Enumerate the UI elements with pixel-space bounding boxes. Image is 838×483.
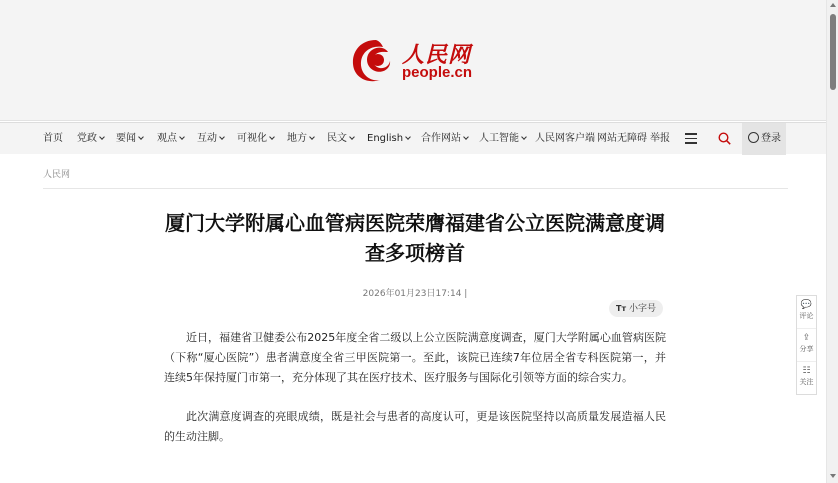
follow-button[interactable]: ☷ 关注 (797, 362, 816, 395)
chevron-down-icon (521, 134, 527, 140)
scroll-up-arrow-icon[interactable] (830, 3, 836, 7)
scroll-thumb[interactable] (830, 14, 836, 90)
search-icon[interactable] (718, 132, 731, 145)
chevron-down-icon (405, 134, 411, 140)
comment-icon: 💬 (800, 300, 813, 310)
nav-item-visual[interactable]: 可视化 (237, 123, 274, 155)
article-meta: 2026年01月23日17:14 | (362, 289, 468, 299)
font-size-toggle[interactable]: Tт 小字号 (609, 300, 663, 317)
share-button[interactable]: ⇪ 分享 (797, 329, 816, 362)
article-title: 厦门大学附属心血管病医院荣膺福建省公立医院满意度调查多项榜首 (165, 211, 665, 265)
nav-item-interaction[interactable]: 互动 (197, 123, 224, 155)
nav-item-partners[interactable]: 合作网站 (421, 123, 468, 155)
login-button[interactable]: 登录 (742, 123, 786, 155)
share-icon: ⇪ (802, 333, 811, 343)
logo-text: 人民网 (402, 42, 472, 68)
article-paragraph: 近日，福建省卫健委公布2025年度全省二级以上公立医院满意度调查，厦门大学附属心血管病医院（下称“厦心医院”）患者满意度全省三甲医院第一。至此，该院已连续7年位居全省专科医院第一，并连续5年保持厦门市第一，充分体现了其在医疗技术、医疗服务与国际化引领等方面的综合实力。 (164, 331, 666, 384)
nav-item-home[interactable]: 首页 (43, 133, 63, 144)
chevron-down-icon (269, 134, 275, 140)
vertical-scrollbar[interactable] (826, 0, 838, 483)
chevron-down-icon (179, 134, 185, 140)
nav-item-report[interactable]: 举报 (650, 133, 670, 144)
font-size-icon: Tт (616, 304, 627, 313)
nav-item-local[interactable]: 地方 (287, 123, 314, 155)
user-icon (748, 132, 759, 143)
divider (43, 188, 788, 189)
nav-item-accessibility[interactable]: 网站无障碍 (597, 133, 647, 144)
breadcrumb[interactable]: 人民网 (43, 170, 71, 180)
nav-item-ethnic[interactable]: 民文 (327, 123, 354, 155)
chevron-down-icon (463, 134, 469, 140)
nav-item-party[interactable]: 党政 (77, 123, 104, 155)
nav-item-english[interactable]: English (367, 123, 410, 155)
chevron-down-icon (138, 134, 144, 140)
nav-item-app[interactable]: 人民网客户端 (535, 133, 595, 144)
chevron-down-icon (219, 134, 225, 140)
chevron-down-icon (99, 134, 105, 140)
chevron-down-icon (349, 134, 355, 140)
nav-item-ai[interactable]: 人工智能 (479, 123, 526, 155)
main-nav (0, 122, 826, 154)
hamburger-icon[interactable] (685, 133, 697, 144)
article-body (164, 328, 666, 466)
nav-item-opinion[interactable]: 观点 (157, 123, 184, 155)
logo-domain: people.cn (402, 64, 473, 81)
scroll-down-arrow-icon[interactable] (830, 474, 836, 478)
nav-item-news[interactable]: 要闻 (116, 123, 143, 155)
site-header (0, 0, 826, 121)
comment-button[interactable]: 💬 评论 (797, 296, 816, 329)
follow-icon: ☷ (802, 366, 811, 376)
side-toolbar (796, 295, 817, 395)
article-paragraph: 此次满意度调查的亮眼成绩，既是社会与患者的高度认可，更是该医院坚持以高质量发展造福人民的生动注脚。 (164, 410, 666, 443)
chevron-down-icon (309, 134, 315, 140)
